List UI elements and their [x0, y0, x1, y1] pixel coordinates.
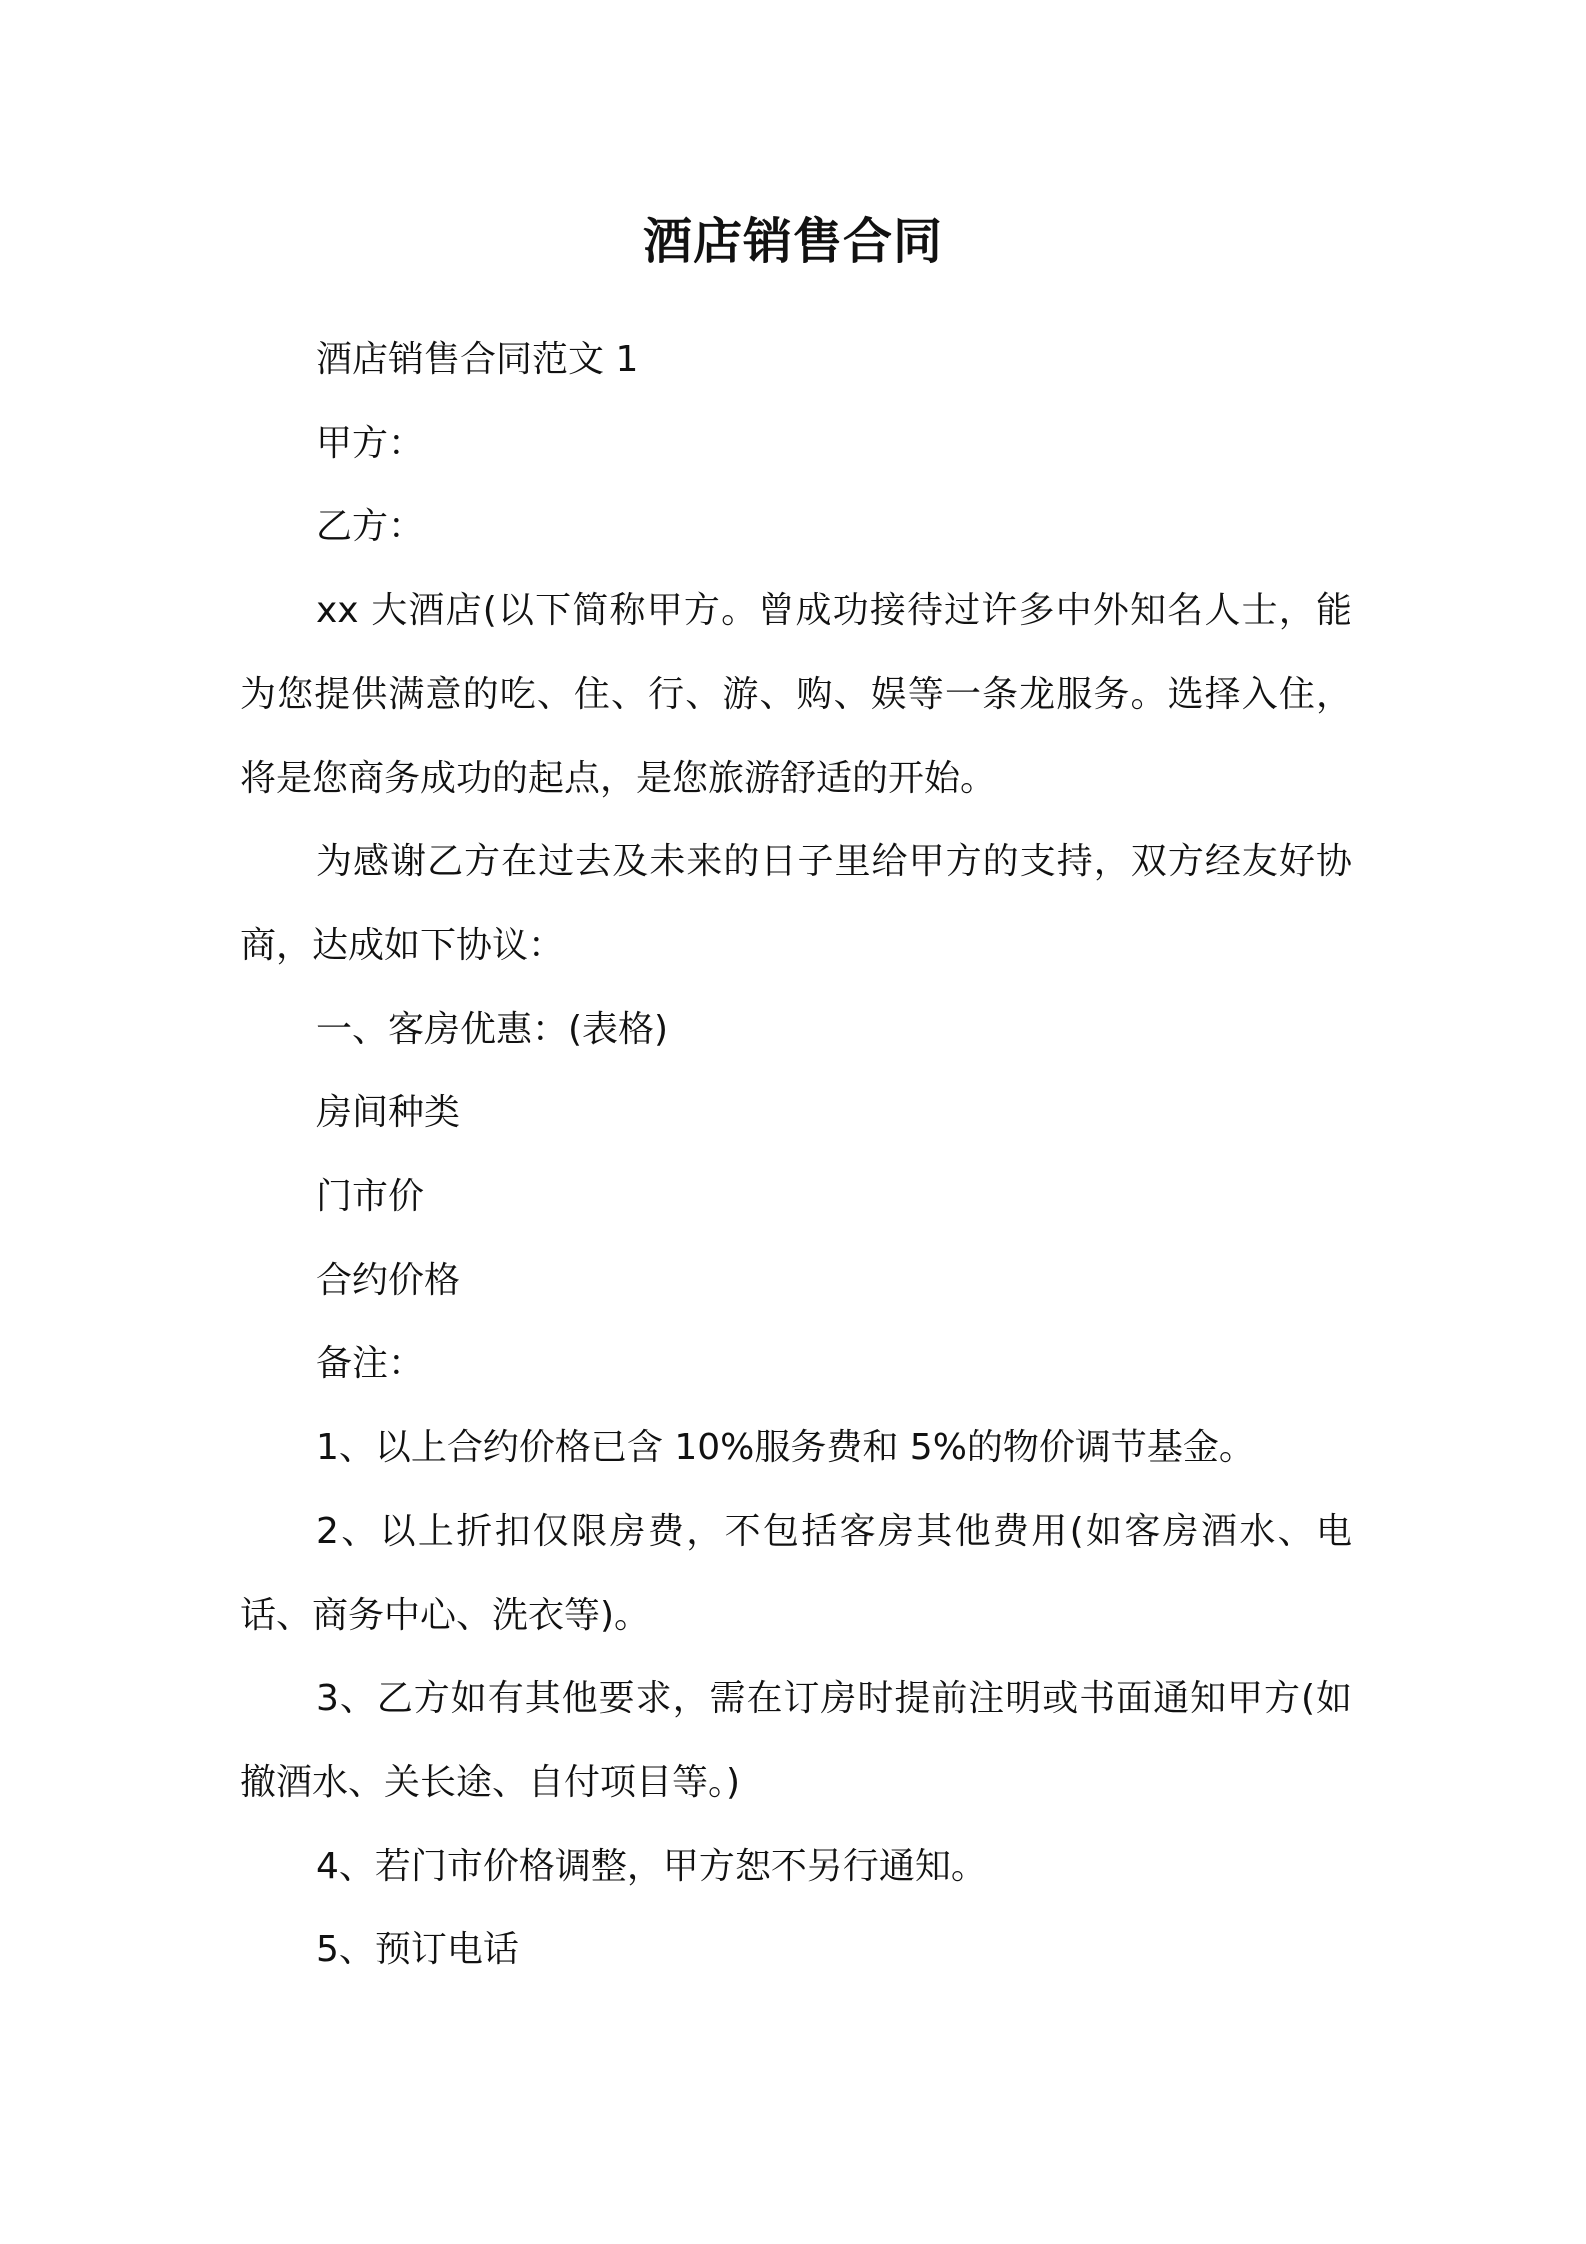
note-item-4: 4、若门市价格调整，甲方恕不另行通知。 — [316, 1845, 987, 1887]
note-item-1: 1、以上合约价格已含 10%服务费和 5%的物价调节基金。 — [316, 1427, 1255, 1469]
note-item-3: 3、乙方如有其他要求，需在订房时提前注明或书面通知甲方(如撤酒水、关长途、自付项目等。) — [240, 1678, 1352, 1803]
document-body — [240, 318, 1352, 1992]
party-a-label: 甲方： — [316, 422, 425, 464]
note-item-2: 2、以上折扣仅限房费，不包括客房其他费用(如客房酒水、电话、商务中心、洗衣等)。 — [240, 1510, 1352, 1636]
contract-price-label: 合约价格 — [316, 1259, 461, 1301]
room-type-label: 房间种类 — [316, 1092, 461, 1134]
notes-label: 备注： — [316, 1343, 425, 1385]
intro-paragraph: xx 大酒店(以下简称甲方。曾成功接待过许多中外知名人士，能为您提供满意的吃、住、行、游、购、娱等一条龙服务。选择入住，将是您商务成功的起点，是您旅游舒适的开始。 — [240, 590, 1352, 799]
note-item-5: 5、预订电话 — [316, 1929, 519, 1971]
section-heading: 酒店销售合同范文 1 — [316, 339, 639, 380]
party-b-label: 乙方： — [316, 506, 425, 548]
agreement-paragraph: 为感谢乙方在过去及未来的日子里给甲方的支持，双方经友好协商，达成如下协议： — [240, 841, 1352, 966]
document-title: 酒店销售合同 — [642, 213, 943, 270]
rack-rate-label: 门市价 — [316, 1176, 425, 1218]
room-discount-heading: 一、客房优惠：(表格) — [316, 1008, 669, 1050]
